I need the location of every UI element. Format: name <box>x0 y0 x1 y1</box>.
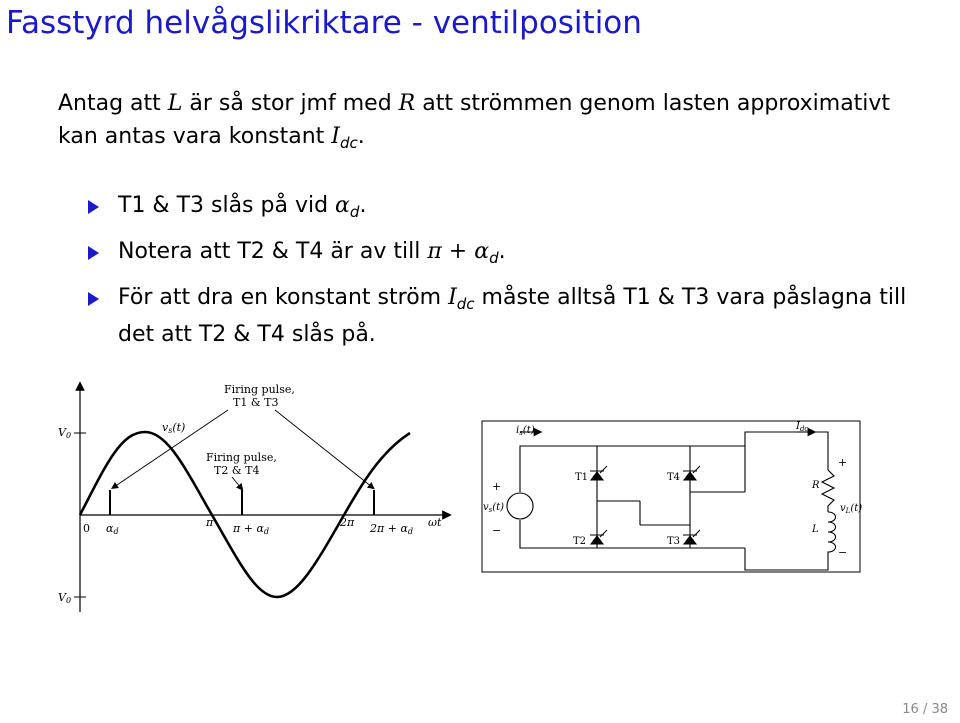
tick-2pi: 2π <box>340 516 355 529</box>
tick-pi-alpha: π + αd <box>233 522 269 536</box>
thyristor-T1 <box>591 472 603 480</box>
source-plus: + <box>492 480 502 493</box>
circuit-frame <box>482 421 863 572</box>
label-T4: T4 <box>667 472 681 483</box>
x-axis-label: ωt <box>428 516 442 529</box>
label-T3: T3 <box>667 536 681 547</box>
resistor <box>822 470 834 512</box>
bullet-text: Notera att T2 & T4 är av till <box>118 239 428 264</box>
inductor <box>828 512 836 565</box>
bullet-text-end: . <box>498 239 506 264</box>
bullet-text-end: . <box>359 193 367 218</box>
y-bottom-label: V0 <box>58 591 72 605</box>
tick-2pi-alpha: 2π + αd <box>370 522 413 536</box>
intro-text-1: Antag att <box>58 91 168 116</box>
bullet-math: α <box>335 193 350 218</box>
load-plus: + <box>838 456 848 469</box>
label-R: R <box>812 480 820 491</box>
bullet-text-end: måste alltså T1 & T3 vara påslagna till det att T2 & T4 slås på. <box>118 285 907 347</box>
intro-text-2: är så stor jmf med <box>182 91 399 116</box>
bullet-math-sub: d <box>349 203 360 221</box>
vs-label: $v_s(t)$ <box>483 502 505 514</box>
label-L: L <box>812 524 819 535</box>
intro-symbol-I: I <box>331 124 340 149</box>
label-T1: T1 <box>575 472 589 483</box>
tick-0: 0 <box>83 522 90 535</box>
pulse2-label-line1: Firing pulse, <box>206 451 277 464</box>
slide-title: Fasstyrd helvågslikriktare - ventilposition <box>6 5 642 41</box>
intro-text-3: att strömmen genom lasten approximativt kan antas vara konstant <box>58 91 891 149</box>
page-number: 16 / 38 <box>902 702 948 717</box>
idc-label: $I_{dc}$ <box>796 421 809 433</box>
curve-label: vs(t) <box>162 421 186 435</box>
source-circle <box>507 493 533 519</box>
bullet-text: För att dra en konstant ström <box>118 285 449 310</box>
intro-symbol-I-sub: dc <box>339 134 358 152</box>
intro-symbol-R: R <box>398 91 416 116</box>
load-minus: − <box>838 546 848 559</box>
bullet-text: T1 & T3 slås på vid <box>118 193 336 218</box>
intro-text-4: . <box>357 124 365 149</box>
thyristor-T4 <box>684 472 696 480</box>
pulse2-label-line2: T2 & T4 <box>214 464 260 477</box>
thyristor-T2 <box>591 536 603 544</box>
tick-alpha: αd <box>106 522 119 536</box>
y-top-label: V0 <box>58 426 72 440</box>
vL-label: $v_L(t)$ <box>840 503 863 515</box>
tick-pi: π <box>206 516 214 529</box>
bullet-math-sub: d <box>489 249 499 267</box>
thyristor-T3 <box>684 536 696 544</box>
intro-symbol-L: L <box>167 91 183 116</box>
pulse1-label-line1: Firing pulse, <box>224 383 295 396</box>
pulse1-label-line2: T1 & T3 <box>233 396 279 409</box>
source-minus: − <box>492 524 502 537</box>
bullet-math-sub: dc <box>456 295 475 313</box>
bullet-math: π + α <box>427 239 490 264</box>
is-label: $i_s(t)$ <box>516 425 535 437</box>
label-T2: T2 <box>573 536 587 547</box>
bullet-math: I <box>448 285 457 310</box>
